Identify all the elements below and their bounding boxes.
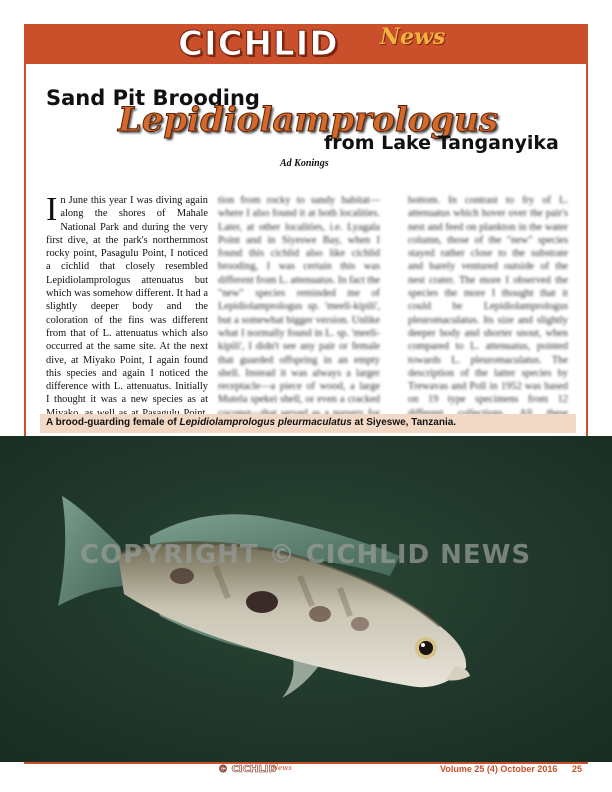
fish-illustration [0,436,612,762]
article-column-1 [46,194,208,420]
column-1-text: n June this year I was diving again along the shores of Mahale National Park and during the very first dive, at the park's northernmost rocky point, Pasagulu Point, I noticed a cichlid that closely resembled Lepidiolamprologus attenuatus but which was somehow different. It had a slightly deeper body and the coloration of the fins was different from that of L. attenuatus which also occurred at the same site. At the next dive, at Miyako Point, I again found this species and again I noticed the difference with L. attenuatus. Initially I thought it was a new species as at [46,195,208,406]
footer-logo-news: News [272,764,292,772]
drop-cap: I [46,194,58,228]
headline-post: from Lake Tanganyika [324,132,559,154]
copyright-watermark: COPYRIGHT © CICHLID NEWS [80,540,532,570]
caption-species: Lepidiolamprologus pleurmaculatus [179,417,352,428]
caption-pre: A brood-guarding female of [46,417,180,428]
column-3-text: bottom. In contrast to fry of L. attenuatus which hover over the pair's nest and feed on plankton in the water column, those of the "new" species stayed rather close to the substrate and barely ventured outside of the nest crater. The more I observed the species the more I thought that it could be Lepidiolamprologus pleuromaculatus. Its size and slightly deeper body and shorter snout, when compared to L. attenuatus, pointed towards L. pleuromaculatus. The description of the latter species by Trewavas and Poll in 1952 was based on 19 type specimens from 12 [408,195,568,406]
article-column-2 [218,194,380,420]
author-byline: Ad Konings [280,158,329,169]
caption-post: at Siyeswe, Tanzania. [351,417,457,428]
page-number: 25 [572,764,583,774]
photo-caption [46,417,456,428]
headline-pre: Sand Pit Brooding [46,86,260,110]
footer-volume: Volume 25 (4) October 2016 [440,764,558,774]
footer-logo: © CICHLID [218,764,277,775]
article-column-3 [408,194,568,420]
masthead-news-label: News [380,24,446,50]
column-2-text: tion from rocky to sandy habitat—where I also found it at both localities. Later, at other localities, i.e. Lyagala Point and in Siyeswe Bay, when I found this cichlid also like cichlid brooding, I was certain this was different from L. attenuatus. In fact the "new" species reminded me of Lepidiolamprologus sp. 'meeli-kipili', but a somewhat bigger version. Unlike what I normally found in L. sp. 'meeli-kipili', I didn't see any pair or female that guarded offspring in an empty shell. Instead it was always a larger receptacle—a piece of wood, a large Mutela spekei shell, or even a cracked [218,195,380,406]
fish-photo [0,436,612,762]
masthead-title: CICHLID [178,24,339,64]
headline-main: Lepidiolamprologus [118,100,499,140]
